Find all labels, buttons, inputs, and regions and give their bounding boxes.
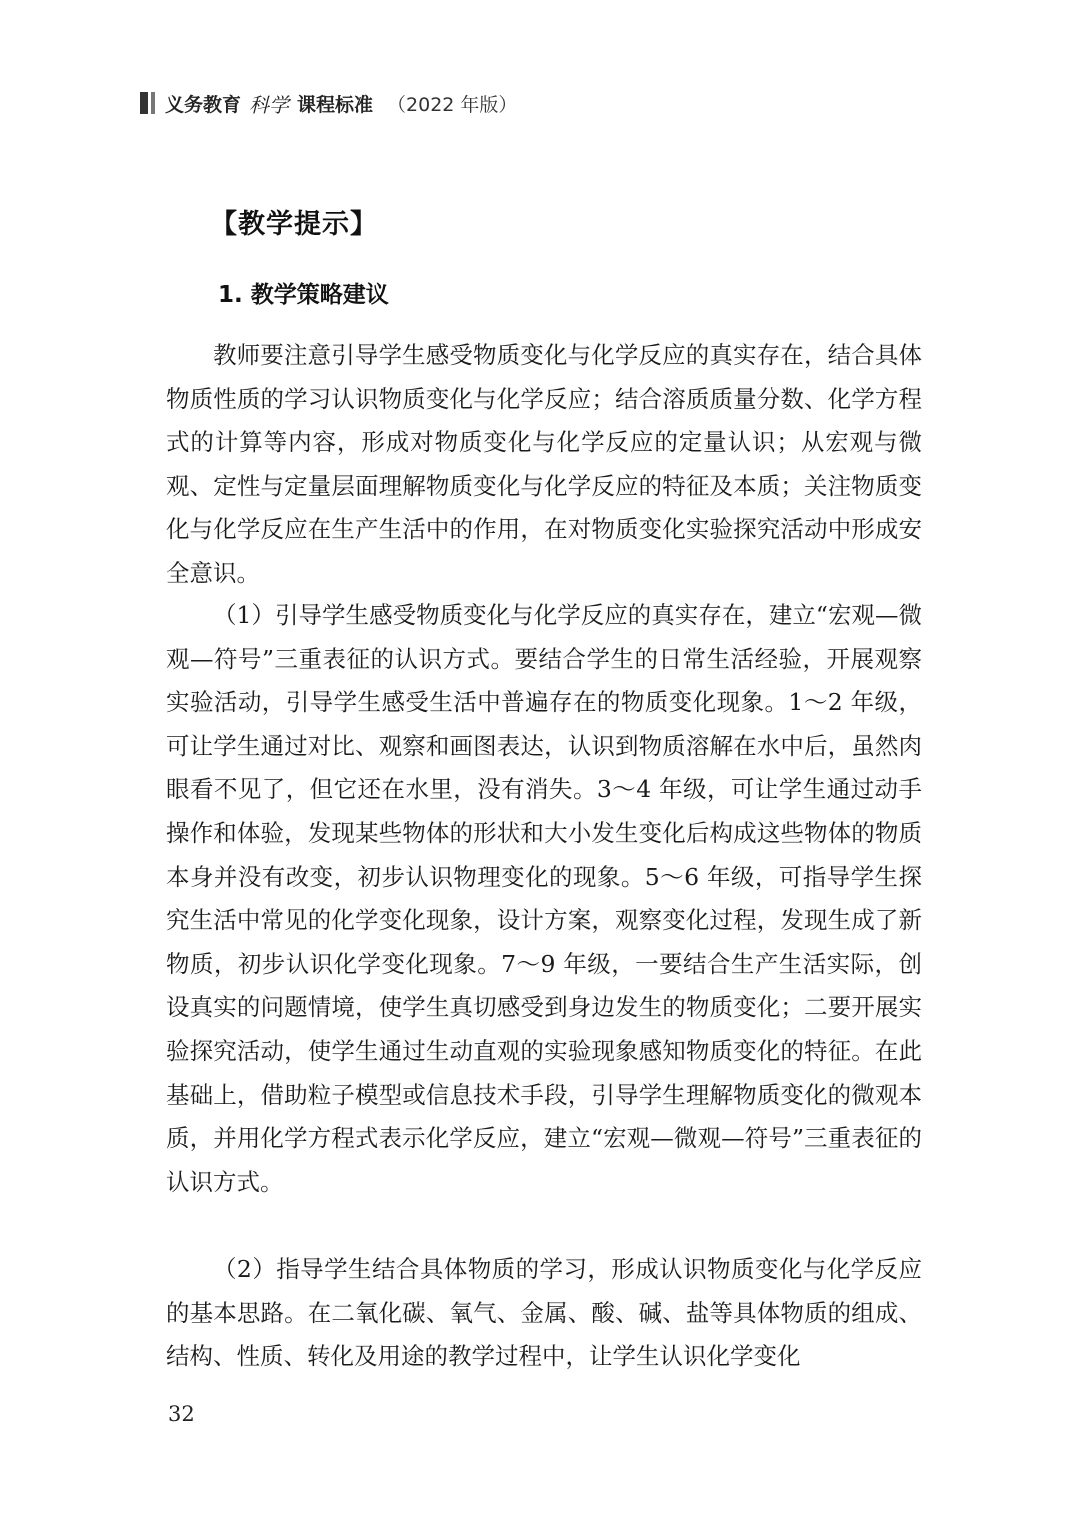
header-bar-mark bbox=[140, 92, 155, 114]
section-heading: 【教学提示】 bbox=[210, 209, 378, 240]
header-edition: （2022 年版） bbox=[387, 93, 518, 116]
paragraph-intro: 教师要注意引导学生感受物质变化与化学反应的真实存在，结合具体物质性质的学习认识物质变化与化学反应；结合溶质质量分数、化学方程式的计算等内容，形成对物质变化与化学反应的定量认识；从宏观与微观、定性与定量层面理解物质变化与化学反应的特征及本质；关注物质变化与化学反应在生产生活中的作用，在对物质变化实验探究活动中形成安全意识。 bbox=[166, 341, 922, 587]
paragraph-item-1: （1）引导学生感受物质变化与化学反应的真实存在，建立“宏观—微观—符号”三重表征的认识方式。要结合学生的日常生活经验，开展观察实验活动，引导学生感受生活中普遍存在的物质变化现象。1～2 年级，可让学生通过对比、观察和画图表达，认识到物质溶解在水中后，虽然肉眼看不见了，但它还在水里，没有消失。3～4 年级，可让学生通过动手操作和体验，发现某些物体的形状和大小发生变化后构成这些物体的物质本身并没有改变，初步认识物理变化的现象。5～6 年级，可指导学生探究生活中常见的化学变化现象，设计方案，观察变化过程，发现生成了新物质，初步认识化学变化现象。7～9 年级，一要结合生产生活实际，创设真实的问题情境，使学生真切感受到身边发生的物质变化；二要开展实验探究活动，使学生通过生动直观的实验现象感知物质变化的特征。在此基础上，借助粒子模型或信息技术手段，引导学生理解物质变化的微观本质，并用化学方程式表示化学反应，建立“宏观—微观—符号”三重表征的认识方式。 bbox=[166, 601, 922, 1196]
paragraph-item-2: （2）指导学生结合具体物质的学习，形成认识物质变化与化学反应的基本思路。在二氧化碳、氧气、金属、酸、碱、盐等具体物质的组成、结构、性质、转化及用途的教学过程中，让学生认识化学变化 bbox=[166, 1255, 922, 1371]
sub-heading: 1. 教学策略建议 bbox=[218, 282, 389, 308]
header-title-part1: 义务教育 bbox=[165, 93, 242, 116]
running-header bbox=[140, 90, 517, 116]
page-number: 32 bbox=[168, 1402, 195, 1426]
header-title-italic: 科学 bbox=[249, 92, 290, 117]
header-title-part2: 课程标准 bbox=[297, 93, 374, 116]
